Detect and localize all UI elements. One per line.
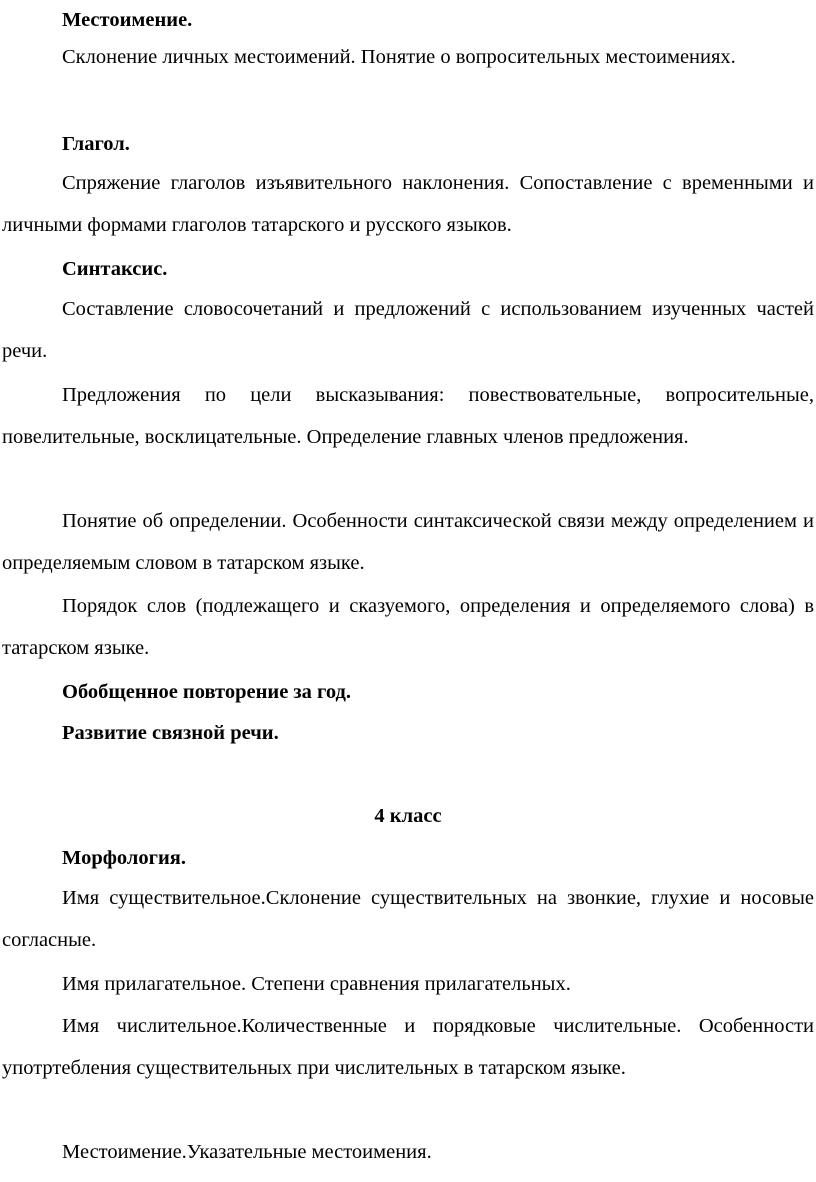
paragraph-pronoun-declension: Склонение личных местоимений. Понятие о вопросительных местоимениях. <box>62 46 736 68</box>
heading-morphology: Морфология. <box>62 847 186 869</box>
paragraph-word-combinations: Составление словосочетаний и предложений с использованием изученных частей речи. <box>2 298 814 362</box>
paragraph-attribute: Понятие об определении. Особенности синтаксической связи между определением и определяемым словом в татарском языке. <box>2 510 814 574</box>
paragraph-adjective-degrees: Имя прилагательное. Степени сравнения прилагательных. <box>62 973 571 995</box>
paragraph-verb-conjugation: Спряжение глаголов изъявительного наклонения. Сопоставление с временными и личными формами глаголов татарского и русского языков. <box>2 172 814 236</box>
paragraph-numerals: Имя числительное.Количественные и порядковые числительные. Особенности употртебления существительных при числительных в татарском языке. <box>2 1015 814 1079</box>
paragraph-word-order: Порядок слов (подлежащего и сказуемого, определения и определяемого слова) в татарском языке. <box>2 595 814 659</box>
paragraph-sentence-purpose: Предложения по цели высказывания: повествовательные, вопросительные, повелительные, восклицательные. Определение главных членов предложения. <box>2 384 814 448</box>
heading-coherent-speech: Развитие связной речи. <box>62 722 279 744</box>
section-title-grade-4: 4 класс <box>374 805 442 827</box>
heading-year-review: Обобщенное повторение за год. <box>62 681 352 703</box>
heading-verb: Глагол. <box>62 133 130 155</box>
heading-pronoun: Местоимение. <box>62 9 193 31</box>
heading-syntax: Синтаксис. <box>62 258 168 280</box>
paragraph-noun-declension: Имя существительное.Склонение существительных на звонкие, глухие и носовые согласные. <box>2 887 814 951</box>
paragraph-demonstrative-pronouns: Местоимение.Указательные местоимения. <box>62 1141 432 1163</box>
